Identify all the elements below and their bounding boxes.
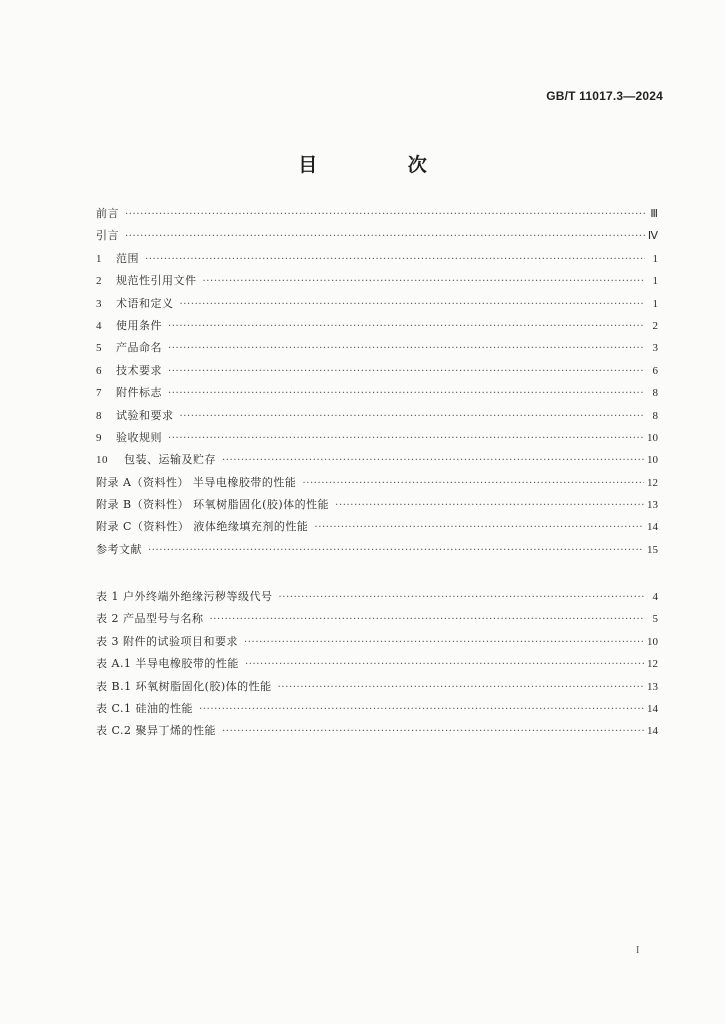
toc-entry-page: 8 [652,409,658,422]
table-entry-label: 表 A.1 半导电橡胶带的性能 [96,657,239,671]
standard-code: GB/T 11017.3—2024 [546,89,663,103]
toc-leader [278,682,644,693]
table-entry-2[interactable] [96,610,658,632]
toc-leader [168,388,645,399]
toc-leader [302,478,644,489]
toc-entry-page: Ⅳ [647,230,658,243]
table-entry-label: 表 C.2 聚异丁烯的性能 [96,724,217,738]
toc-entry-accessory-marking[interactable] [96,384,658,406]
toc-leader [245,659,644,670]
toc-entry-terms[interactable] [96,295,658,317]
toc-entry-annex-a[interactable] [96,474,658,496]
toc-entry-page: 15 [647,543,658,556]
table-entry-page: 14 [647,725,658,738]
toc-entry-label: 附录 C（资料性） 液体绝缘填充剂的性能 [96,520,309,534]
table-list [96,588,658,745]
toc-leader [244,637,644,648]
toc-entry-number: 1 [96,252,102,265]
table-entry-page: 10 [647,635,658,648]
toc-entry-label [96,295,174,311]
table-entry-label: 表 C.1 硅油的性能 [96,701,194,715]
toc-entry-page: 1 [652,252,658,265]
toc-entry-label: 前言 [96,207,119,220]
toc-entry-introduction[interactable] [96,227,658,249]
toc-leader [168,433,644,444]
toc-entry-label: 引言 [96,229,119,243]
table-entry-label: 表 2 产品型号与名称 [96,612,204,626]
table-entry-c2[interactable] [96,722,658,744]
toc-leader [222,455,644,466]
toc-entry-title: 规范性引用文件 [116,274,197,288]
toc-leader [199,704,644,715]
toc-entry-page: 14 [647,521,658,534]
toc-entry-label [96,339,162,355]
toc-entry-technical-requirements[interactable] [96,362,658,384]
table-entry-c1[interactable] [96,700,658,722]
table-entry-page: 5 [652,613,658,626]
page-number: I [636,945,640,956]
toc-entry-page: 2 [652,319,658,332]
table-entry-b1[interactable] [96,678,658,700]
toc-entry-product-designation[interactable] [96,339,658,361]
toc-entry-number: 2 [96,275,102,288]
toc-entry-title: 术语和定义 [116,296,174,310]
toc-leader [125,209,645,220]
toc-entry-title: 技术要求 [116,363,162,377]
toc-leader [210,614,646,625]
toc-list [96,205,658,563]
toc-entry-acceptance-rules[interactable] [96,429,658,451]
toc-entry-label [96,384,162,400]
toc-entry-scope[interactable] [96,250,658,272]
table-entry-label: 表 3 附件的试验项目和要求 [96,634,238,648]
toc-leader [145,254,645,265]
toc-entry-number: 6 [96,364,102,377]
table-entry-page: 4 [652,591,658,603]
toc-entry-page: 6 [652,364,658,377]
toc-entry-page: 8 [652,387,658,400]
toc-entry-page: 13 [647,499,658,512]
toc-entry-label: 附录 B（资料性） 环氧树脂固化(胶)体的性能 [96,498,330,512]
toc-entry-label [96,429,162,445]
toc-entry-label: 附录 A（资料性） 半导电橡胶带的性能 [96,475,297,489]
toc-leader [180,411,646,422]
toc-entry-number: 3 [96,297,102,310]
toc-entry-page: 12 [647,476,658,489]
toc-leader [335,500,644,511]
toc-entry-page: 10 [647,454,658,467]
toc-entry-label [96,250,139,266]
toc-entry-tests-and-requirements[interactable] [96,407,658,429]
table-entry-label: 表 1 户外终端外绝缘污秽等级代号 [96,590,273,603]
toc-entry-number: 7 [96,387,102,400]
toc-entry-bibliography[interactable] [96,541,658,563]
toc-leader [168,321,645,332]
toc-entry-number: 9 [96,431,102,444]
table-entry-label: 表 B.1 环氧树脂固化(胶)体的性能 [96,679,272,693]
toc-leader [203,276,646,287]
toc-leader [222,726,644,737]
toc-entry-label: 参考文献 [96,542,142,556]
toc-leader [148,545,644,556]
toc-entry-annex-b[interactable] [96,496,658,518]
table-entry-page: 13 [647,680,658,693]
toc-title: 目 次 [298,154,469,176]
toc-entry-foreword[interactable] [96,205,658,227]
toc-entry-normative-references[interactable] [96,272,658,294]
toc-leader [180,299,646,310]
toc-entry-page: 10 [647,431,658,444]
toc-entry-label [96,451,216,467]
toc-leader [125,231,645,242]
table-entry-a1[interactable] [96,655,658,677]
toc-entry-page: 3 [652,342,658,355]
toc-entry-number: 4 [96,319,102,332]
table-entry-page: 12 [647,658,658,671]
toc-entry-annex-c[interactable] [96,518,658,540]
toc-entry-service-conditions[interactable] [96,317,658,339]
toc-entry-title: 验收规则 [116,430,162,444]
toc-entry-number: 8 [96,409,102,422]
toc-entry-number: 5 [96,342,102,355]
toc-entry-title: 试验和要求 [116,408,174,422]
toc-leader [314,522,644,533]
toc-entry-label [96,317,162,333]
toc-entry-title: 产品命名 [116,341,162,355]
toc-leader [168,366,645,377]
toc-leader [279,592,646,603]
toc-entry-page: 1 [652,275,658,288]
table-entry-1[interactable] [96,588,658,610]
toc-entry-title: 包装、运输及贮存 [124,453,216,467]
toc-entry-page: 1 [652,297,658,310]
toc-entry-title: 附件标志 [116,386,162,400]
toc-entry-page: Ⅲ [650,208,658,220]
toc-entry-label [96,362,162,378]
toc-entry-title: 使用条件 [116,318,162,332]
toc-leader [168,343,645,354]
toc-entry-title: 范围 [116,251,139,265]
toc-entry-label [96,272,197,288]
toc-entry-number: 10 [96,454,108,467]
toc-entry-packaging[interactable] [96,451,658,473]
toc-entry-label [96,407,174,423]
table-entry-page: 14 [647,702,658,715]
table-entry-3[interactable] [96,633,658,655]
